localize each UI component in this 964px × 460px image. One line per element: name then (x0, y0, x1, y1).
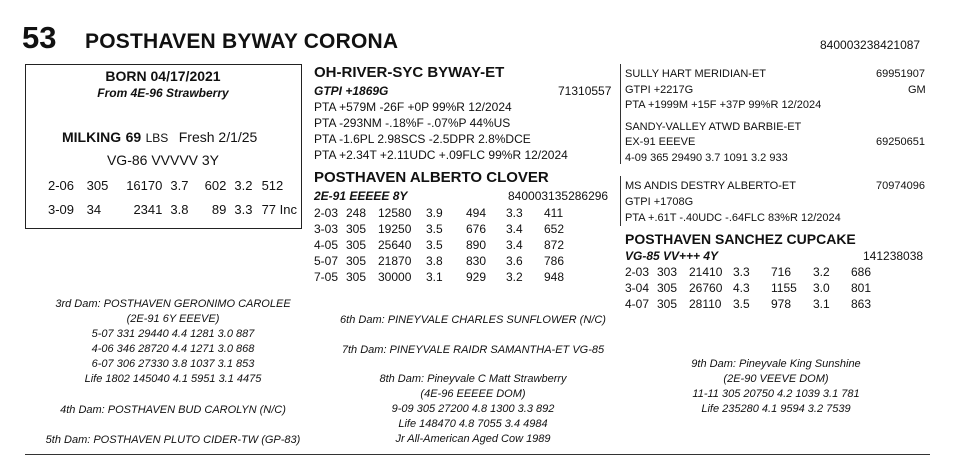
sire-dam-class: EX-91 EEEVE (625, 136, 696, 148)
ninth-dam-block (632, 357, 920, 417)
sire-pta-2: PTA -293NM -.18%F -.07%P 44%US (314, 116, 511, 130)
milking-unit: LBS (145, 131, 169, 145)
third-dam-class: (2E-91 6Y EEEVE) (126, 313, 220, 325)
sire-sire-pta: PTA +1999M +15F +37P 99%R 12/2024 (625, 99, 822, 111)
sire-dam-record: 4-09 365 29490 3.7 1091 3.2 933 (625, 152, 788, 164)
third-dam-line-2: 4-06 346 28720 4.4 1271 3.0 868 (91, 343, 255, 355)
animal-name: POSTHAVEN BYWAY CORONA (85, 30, 399, 53)
sixth-dam: 6th Dam: PINEYVALE CHARLES SUNFLOWER (N/C) (340, 314, 606, 326)
classification: VG-86 VVVVV 3Y (106, 152, 220, 168)
column-divider (620, 64, 621, 164)
fourth-dam: 4th Dam: POSTHAVEN BUD CAROLYN (N/C) (60, 404, 286, 416)
table-row: 4-05 305 25640 3.5 890 3.4 872 (314, 238, 565, 252)
eighth-dam-block (320, 372, 626, 447)
dam-origin: From 4E-96 Strawberry (97, 86, 229, 100)
eighth-dam-class: (4E-96 EEEEE DOM) (420, 388, 526, 400)
sire-pta-3: PTA -1.6PL 2.98SCS -2.5DPR 2.8%DCE (314, 132, 531, 146)
ninth-dam-line-2: Life 235280 4.1 9594 3.2 7539 (701, 403, 851, 415)
eighth-dam-line-3: Jr All-American Aged Cow 1989 (395, 433, 551, 445)
dam-dam-class: VG-85 VV+++ 4Y (625, 249, 719, 263)
dam-class: 2E-91 EEEEE 8Y (314, 189, 408, 203)
table-row: 2-03 303 21410 3.3 716 3.2 686 (625, 265, 872, 279)
third-dam-line-4: Life 1802 145040 4.1 5951 3.1 4475 (84, 373, 262, 385)
table-row: 2-06 305 16170 3.7 602 3.2 512 (48, 177, 284, 193)
sire-dam-reg: 69250651 (876, 136, 925, 148)
box-records (48, 177, 301, 217)
registration-number: 840003238421087 (820, 38, 921, 52)
sire-dam-name: SANDY-VALLEY ATWD BARBIE-ET (625, 121, 802, 133)
third-dam-line-3: 6-07 306 27330 3.8 1037 3.1 853 (91, 358, 255, 370)
sire-name: OH-RIVER-SYC BYWAY-ET (314, 64, 505, 81)
milking-value: 69 (125, 129, 142, 145)
birth-date: BORN 04/17/2021 (105, 68, 221, 84)
sire-sire-name: SULLY HART MERIDIAN-ET (625, 68, 766, 80)
table-row: 3-03 305 19250 3.5 676 3.4 652 (314, 222, 565, 236)
animal-info-box (25, 64, 302, 229)
eighth-dam-line-2: Life 148470 4.8 7055 3.4 4984 (398, 418, 548, 430)
sire-pta-1: PTA +579M -26F +0P 99%R 12/2024 (314, 100, 512, 114)
table-row: 5-07 305 21870 3.8 830 3.6 786 (314, 254, 565, 268)
dam-sire-reg: 70974096 (876, 180, 925, 192)
sire-sire-gtpi: GTPI +2217G (625, 84, 694, 96)
seventh-dam: 7th Dam: PINEYVALE RAIDR SAMANTHA-ET VG-85 (341, 344, 605, 356)
fifth-dam: 5th Dam: POSTHAVEN PLUTO CIDER-TW (GP-83) (45, 434, 301, 446)
dam-records (314, 205, 568, 285)
dam-sire-gtpi: GTPI +1708G (625, 196, 694, 208)
eighth-dam-title: 8th Dam: Pineyvale C Matt Strawberry (379, 373, 567, 385)
table-row: 3-04 305 26760 4.3 1155 3.0 801 (625, 281, 872, 295)
table-row: 3-09 34 2341 3.8 89 3.3 77 Inc (48, 201, 297, 217)
table-row: 7-05 305 30000 3.1 929 3.2 948 (314, 270, 565, 284)
sire-sire-reg: 69951907 (876, 68, 925, 80)
table-row: 2-03 248 12580 3.9 494 3.3 411 (314, 206, 564, 220)
ninth-dam-line-1: 11-11 305 20750 4.2 1039 3.1 781 (692, 388, 860, 400)
sire-reg: 71310557 (558, 84, 612, 98)
sire-sire-code: GM (908, 84, 926, 96)
dam-reg: 840003135286296 (508, 189, 609, 203)
milking-label: MILKING (62, 129, 122, 145)
milking-line (62, 129, 257, 147)
dam-dam-reg: 141238038 (863, 249, 924, 263)
third-dam-title: 3rd Dam: POSTHAVEN GERONIMO CAROLEE (55, 298, 291, 310)
fresh-date: Fresh 2/1/25 (178, 129, 258, 145)
third-dam-block (28, 297, 318, 387)
lot-number: 53 (22, 20, 57, 55)
dam-sire-pta: PTA +.61T -.40UDC -.64FLC 83%R 12/2024 (625, 212, 841, 224)
ninth-dam-class: (2E-90 VEEVE DOM) (723, 373, 829, 385)
eighth-dam-line-1: 9-09 305 27200 4.8 1300 3.3 892 (391, 403, 555, 415)
bottom-rule (25, 454, 930, 455)
dam-dam-name: POSTHAVEN SANCHEZ CUPCAKE (625, 231, 856, 247)
third-dam-line-1: 5-07 331 29440 4.4 1281 3.0 887 (91, 328, 255, 340)
sire-pta-4: PTA +2.34T +2.11UDC +.09FLC 99%R 12/2024 (314, 148, 568, 162)
dam-name: POSTHAVEN ALBERTO CLOVER (314, 169, 549, 186)
table-row: 4-07 305 28110 3.5 978 3.1 863 (625, 297, 872, 311)
dam-dam-records (625, 264, 875, 312)
column-divider-lower (620, 176, 621, 226)
ninth-dam-title: 9th Dam: Pineyvale King Sunshine (691, 358, 861, 370)
sire-gtpi: GTPI +1869G (314, 84, 389, 98)
dam-sire-name: MS ANDIS DESTRY ALBERTO-ET (625, 180, 796, 192)
